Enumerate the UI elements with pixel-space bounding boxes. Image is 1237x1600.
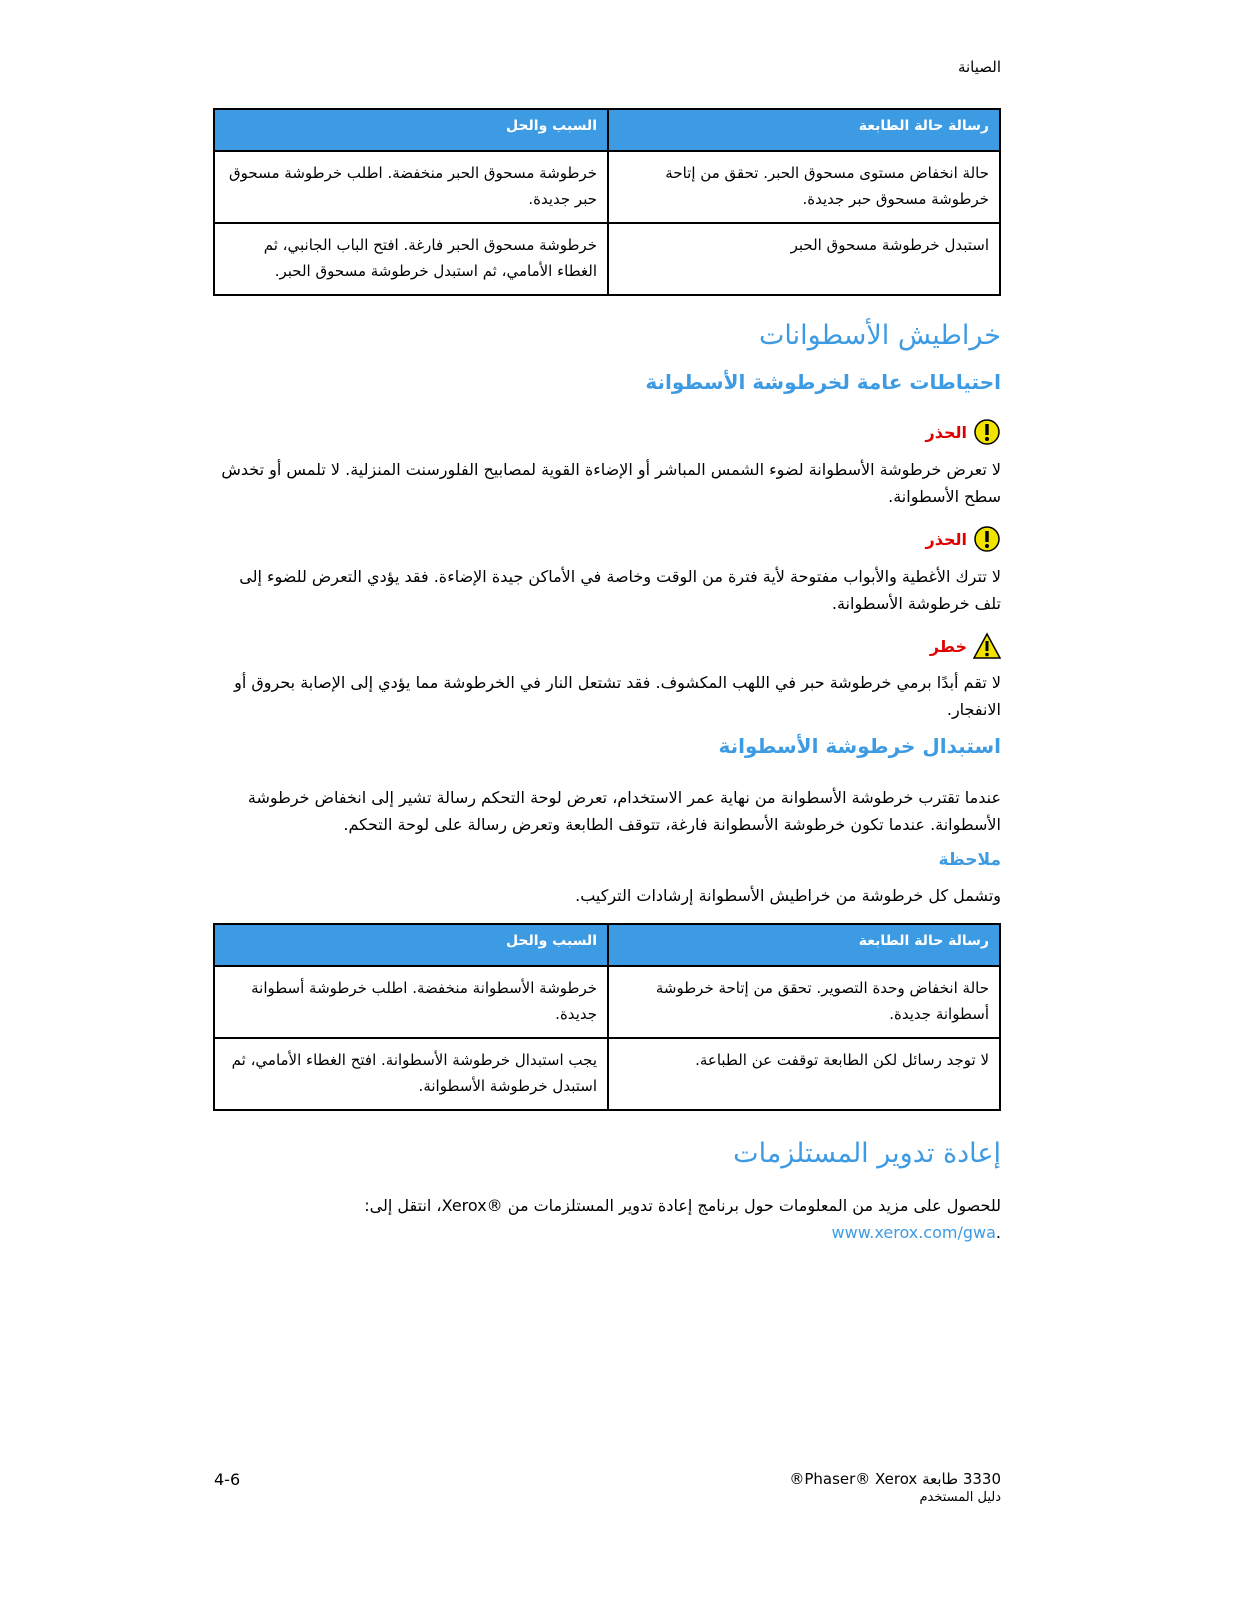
recycling-text-body: للحصول على مزيد من المعلومات حول برنامج إعادة تدوير المستلزمات من ®Xerox، انتقل إلى: — [364, 1196, 1001, 1215]
toner-status-table — [213, 108, 1001, 296]
status-message-cell: حالة انخفاض مستوى مسحوق الحبر. تحقق من إتاحة خرطوشة مسحوق حبر جديدة. — [608, 151, 1000, 223]
column-header-cause: السبب والحل — [214, 109, 608, 151]
caution-label — [926, 525, 1001, 553]
danger-label — [930, 632, 1001, 660]
cause-solution-cell: يجب استبدال خرطوشة الأسطوانة. افتح الغطاء الأمامي، ثم استبدل خرطوشة الأسطوانة. — [214, 1038, 608, 1110]
footer-guide: دليل المستخدم — [919, 1490, 1001, 1505]
cause-solution-cell: خرطوشة الأسطوانة منخفضة. اطلب خرطوشة أسطوانة جديدة. — [214, 966, 608, 1038]
caution-text: لا تترك الأغطية والأبواب مفتوحة لأية فترة من الوقت وخاصة في الأماكن جيدة الإضاءة. فقد يؤدي التعرض للضوء إلى تلف خرطوشة الأسطوانة. — [239, 567, 1001, 613]
footer-product — [789, 1470, 1001, 1505]
cause-solution-cell: خرطوشة مسحوق الحبر فارغة. افتح الباب الجانبي، ثم الغطاء الأمامي، ثم استبدل خرطوشة مسحوق الحبر. — [214, 223, 608, 295]
drum-status-table — [213, 923, 1001, 1111]
recycling-text — [215, 1192, 1001, 1246]
table-row — [214, 151, 1000, 223]
page-number: 4-6 — [214, 1470, 241, 1489]
recycling-link-suffix: . — [995, 1223, 1001, 1242]
table-row — [214, 966, 1000, 1038]
footer-product-line: 3330 طابعة Phaser® Xerox® — [789, 1470, 1001, 1488]
caution-label — [926, 418, 1001, 446]
recycling-link[interactable]: www.xerox.com/gwa — [831, 1223, 996, 1242]
section-title-recycling: إعادة تدوير المستلزمات — [733, 1138, 1001, 1169]
note-text: وتشمل كل خرطوشة من خراطيش الأسطوانة إرشادات التركيب. — [575, 886, 1001, 905]
column-header-message: رسالة حالة الطابعة — [608, 109, 1000, 151]
status-message-cell: استبدل خرطوشة مسحوق الحبر — [608, 223, 1000, 295]
caution-label-text: الحذر — [925, 422, 967, 442]
status-message-cell: لا توجد رسائل لكن الطابعة توقفت عن الطباعة. — [608, 1038, 1000, 1110]
table-row — [214, 223, 1000, 295]
replace-drum-text: عندما تقترب خرطوشة الأسطوانة من نهاية عمر الاستخدام، تعرض لوحة التحكم رسالة تشير إلى انخفاض خرطوشة الأسطوانة. عندما تكون خرطوشة الأسطوانة فارغة، تتوقف الطابعة وتعرض رسالة على لوحة التحكم. — [247, 788, 1001, 834]
note-title: ملاحظة — [938, 850, 1001, 870]
subsection-title-general-precautions: احتياطات عامة لخرطوشة الأسطوانة — [645, 370, 1001, 394]
danger-label-text: خطر — [929, 636, 967, 656]
column-header-message: رسالة حالة الطابعة — [608, 924, 1000, 966]
status-message-cell: حالة انخفاض وحدة التصوير. تحقق من إتاحة خرطوشة أسطوانة جديدة. — [608, 966, 1000, 1038]
caution-circle-icon — [973, 418, 1001, 446]
section-title-drum-cartridges: خراطيش الأسطوانات — [758, 320, 1001, 351]
running-header: الصيانة — [957, 58, 1001, 76]
cause-solution-cell: خرطوشة مسحوق الحبر منخفضة. اطلب خرطوشة مسحوق حبر جديدة. — [214, 151, 608, 223]
danger-text: لا تقم أبدًا برمي خرطوشة حبر في اللهب المكشوف. فقد تشتعل النار في الخرطوشة مما يؤدي إلى الإصابة بحروق أو الانفجار. — [234, 673, 1001, 719]
caution-circle-icon — [973, 525, 1001, 553]
table-header-row — [214, 924, 1000, 966]
table-row — [214, 1038, 1000, 1110]
subsection-title-replace-drum: استبدال خرطوشة الأسطوانة — [718, 734, 1001, 758]
caution-text: لا تعرض خرطوشة الأسطوانة لضوء الشمس المباشر أو الإضاءة القوية لمصابيح الفلورسنت المنزلية. لا تلمس أو تخدش سطح الأسطوانة. — [221, 460, 1001, 506]
caution-label-text: الحذر — [925, 529, 967, 549]
column-header-cause: السبب والحل — [214, 924, 608, 966]
table-header-row — [214, 109, 1000, 151]
warning-triangle-icon — [973, 632, 1001, 660]
